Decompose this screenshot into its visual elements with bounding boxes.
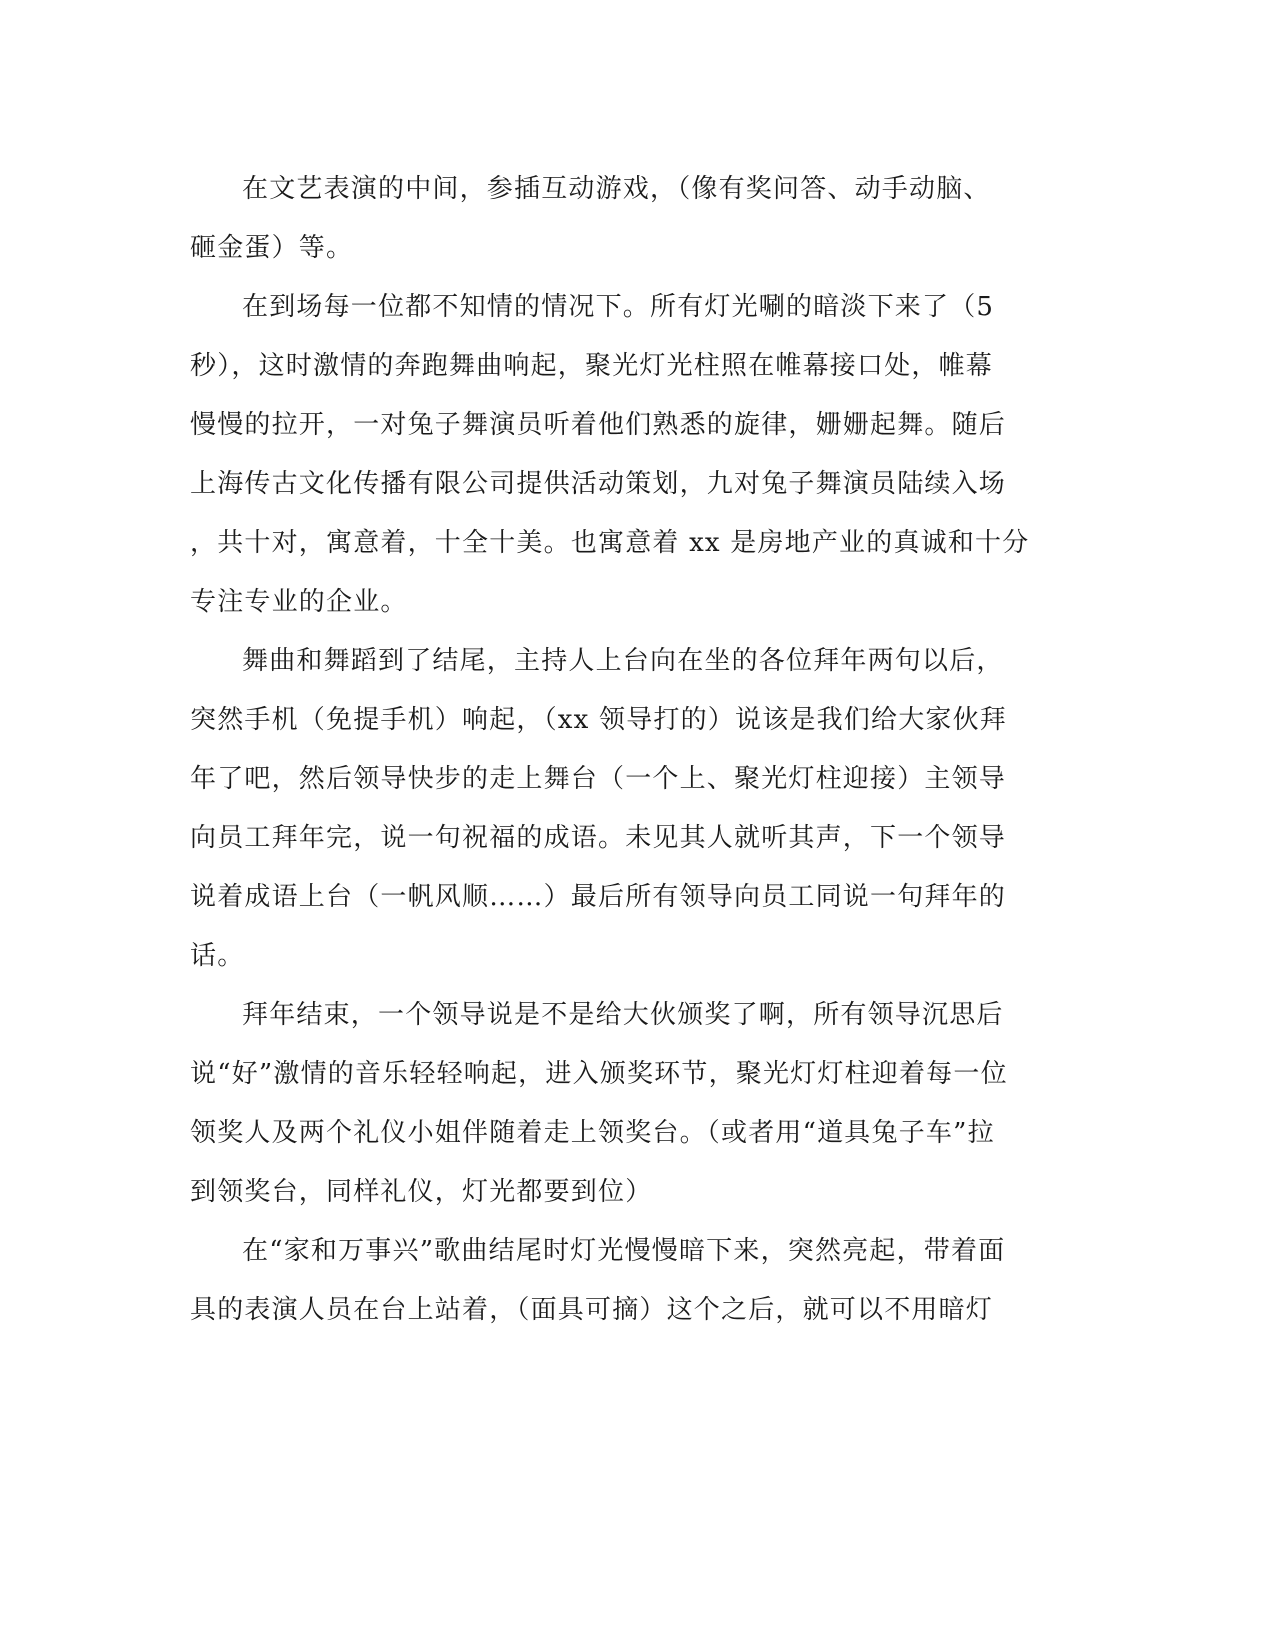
text-line: ，共十对，寓意着，十全十美。也寓意着 xx 是房地产业的真诚和十分 bbox=[190, 528, 1030, 558]
text-line: 在“家和万事兴”歌曲结尾时灯光慢慢暗下来，突然亮起，带着面 bbox=[242, 1236, 1006, 1266]
text-line: 年了吧，然后领导快步的走上舞台（一个上、聚光灯柱迎接）主领导 bbox=[190, 764, 1007, 794]
paragraph-4 bbox=[190, 986, 1080, 1222]
text-line: 慢慢的拉开，一对兔子舞演员听着他们熟悉的旋律，姗姗起舞。随后 bbox=[190, 410, 1007, 440]
text-line: 拜年结束，一个领导说是不是给大伙颁奖了啊，所有领导沉思后 bbox=[242, 1000, 1004, 1030]
text-line: 上海传古文化传播有限公司提供活动策划，九对兔子舞演员陆续入场 bbox=[190, 469, 1007, 499]
text-line: 说着成语上台（一帆风顺……）最后所有领导向员工同说一句拜年的 bbox=[190, 882, 1007, 912]
text-line: 话。 bbox=[190, 941, 245, 971]
text-line: 突然手机（免提手机）响起，（xx 领导打的）说该是我们给大家伙拜 bbox=[190, 705, 1007, 735]
text-line: 具的表演人员在台上站着，（面具可摘）这个之后，就可以不用暗灯 bbox=[190, 1295, 994, 1325]
text-line: 砸金蛋）等。 bbox=[190, 233, 354, 263]
text-line: 在到场每一位都不知情的情况下。所有灯光唰的暗淡下来了（5 bbox=[242, 292, 995, 322]
text-line: 向员工拜年完，说一句祝福的成语。未见其人就听其声，下一个领导 bbox=[190, 823, 1007, 853]
paragraph-1 bbox=[190, 160, 1080, 278]
paragraph-3 bbox=[190, 632, 1080, 986]
document-body bbox=[190, 160, 1080, 1340]
text-line: 在文艺表演的中间，参插互动游戏，（像有奖问答、动手动脑、 bbox=[242, 174, 991, 204]
text-line: 专注专业的企业。 bbox=[190, 587, 408, 617]
text-line: 舞曲和舞蹈到了结尾，主持人上台向在坐的各位拜年两句以后， bbox=[242, 646, 1004, 676]
text-line: 说“好”激情的音乐轻轻响起，进入颁奖环节，聚光灯灯柱迎着每一位 bbox=[190, 1059, 1008, 1089]
text-line: 秒），这时激情的奔跑舞曲响起，聚光灯光柱照在帷幕接口处，帷幕 bbox=[190, 351, 994, 381]
text-line: 领奖人及两个礼仪小姐伴随着走上领奖台。（或者用“道具兔子车”拉 bbox=[190, 1118, 995, 1148]
paragraph-2 bbox=[190, 278, 1080, 632]
paragraph-5 bbox=[190, 1222, 1080, 1340]
text-line: 到领奖台，同样礼仪，灯光都要到位） bbox=[190, 1177, 653, 1207]
